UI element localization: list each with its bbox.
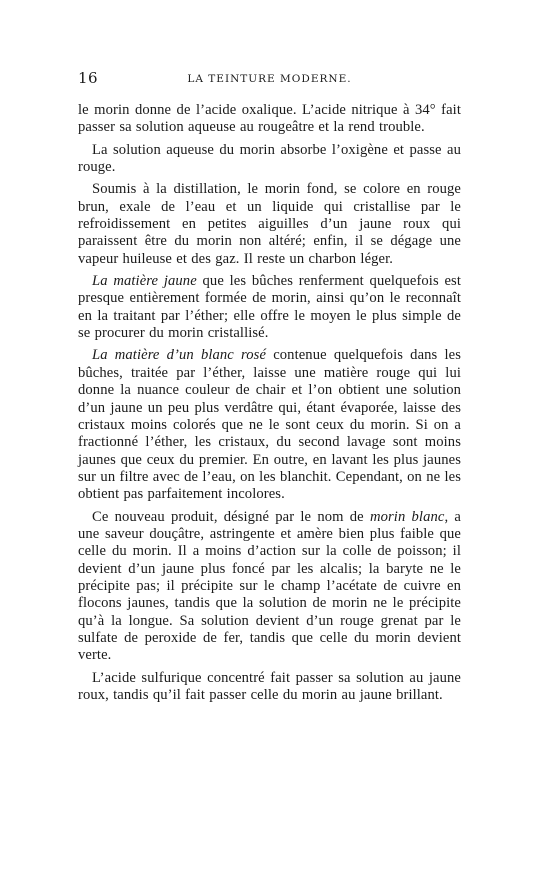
paragraph-6	[78, 509, 461, 665]
paragraph-4-lead: La matière jaune	[92, 273, 197, 290]
paragraph-2	[78, 142, 461, 177]
paragraph-6-text-before: Ce nouveau produit, désigné par le nom de	[92, 508, 370, 525]
paragraph-5	[78, 347, 461, 503]
paragraph-4	[78, 273, 461, 342]
page-number: 16	[78, 69, 99, 87]
paragraph-6-text: , a une saveur douçâtre, astringente et amère bien plus faible que celle du morin. Il a moins d’action sur la colle de poisson; il devient d’un jaune plus foncé par les alcalis; la baryte ne le précipite pas; il précipite sur le champ l’acétate de cuivre en flocons jaunes, tandis que la solution de morin ne le précipite qu’à la longue. Sa solution devient d’un rouge grenat par le sulfate de peroxide de fer, tandis que celle du morin devient verte.	[78, 508, 461, 664]
paragraph-7	[78, 670, 461, 705]
paragraph-4-text: que les bûches renferment quelquefois est presque entièrement formée de morin, ainsi qu’on le reconnaît en la traitant par l’éther; elle offre le moyen le plus simple de se procurer du morin cristallisé.	[78, 273, 461, 342]
paragraph-5-lead: La matière d’un blanc rosé	[92, 347, 267, 364]
paragraph-5-text: contenue quelquefois dans les bûches, traitée par l’éther, laisse une matière rouge qui lui donne la nuance couleur de chair et l’on obtient une solution d’un jaune un peu plus verdâtre qui, étant évaporée, laisse des cristaux moins colorés que ne le sont ceux du morin. Si on a fractionné l’éther, les cristaux, du second lavage sont moins jaunes que ceux du premier. En outre, en lavant les plus jaunes sur un filtre avec de l’eau, on les blanchit. Cependant, on ne les obtient pas parfaitement incolores.	[78, 347, 461, 503]
paragraph-6-italic-term: morin blanc	[369, 508, 445, 525]
paragraph-1	[78, 102, 461, 137]
paragraph-7-text: L’acide sulfurique concentré fait passer sa solution au jaune roux, tandis qu’il fait passer celle du morin au jaune brillant.	[78, 669, 461, 703]
paragraph-1-text: le morin donne de l’acide oxalique. L’acide nitrique à 34° fait passer sa solution aqueuse au rougeâtre et la rend trouble.	[78, 102, 461, 136]
body-text	[78, 102, 461, 704]
paragraph-2-text: La solution aqueuse du morin absorbe l’oxigène et passe au rouge.	[78, 141, 461, 176]
running-title: LA TEINTURE MODERNE.	[187, 73, 352, 85]
paragraph-3	[78, 181, 461, 268]
page-header	[78, 69, 461, 89]
paragraph-3-text: Soumis à la distillation, le morin fond, se colore en rouge brun, exale de l’eau et un liquide qui cristallise par le refroidissement en petites aiguilles d’un jaune roux qui paraissent être du morin non altéré; enfin, il se dégage une vapeur huileuse et des gaz. Il reste un charbon léger.	[78, 181, 461, 267]
